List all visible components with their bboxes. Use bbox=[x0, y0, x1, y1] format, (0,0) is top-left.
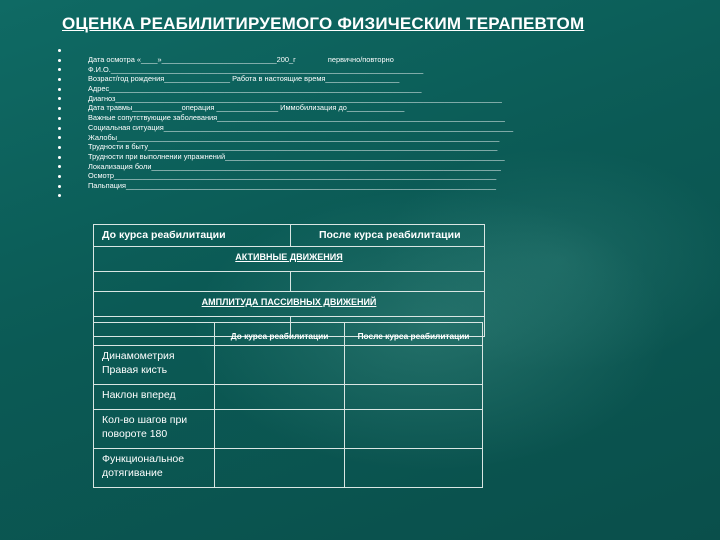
table-cell[interactable] bbox=[215, 346, 345, 385]
form-line-diagnosis[interactable] bbox=[88, 94, 608, 104]
form-line-text: Локализация боли_____________________________________________________________________________________ bbox=[88, 161, 501, 171]
row-label: Наклон вперед bbox=[94, 385, 215, 410]
section-active-movements: АКТИВНЫЕ ДВИЖЕНИЯ bbox=[94, 247, 485, 272]
form-line-complaints[interactable] bbox=[88, 133, 608, 143]
form-line-age-work[interactable] bbox=[88, 74, 608, 84]
form-line-pain-location[interactable] bbox=[88, 162, 608, 172]
header-before: До курса реабилитации bbox=[215, 323, 345, 346]
header-after: После курса реабилитации bbox=[291, 225, 485, 247]
table-cell[interactable] bbox=[345, 385, 483, 410]
table-cell[interactable] bbox=[345, 346, 483, 385]
form-line-text: первично/повторно bbox=[327, 55, 394, 64]
table-cell[interactable] bbox=[291, 272, 485, 292]
table-cell bbox=[94, 323, 215, 346]
page-title: ОЦЕНКА РЕАБИЛИТИРУЕМОГО ФИЗИЧЕСКИМ ТЕРАПЕВТОМ bbox=[62, 14, 585, 33]
form-line-text: Ф.И.О.____________________________________________________________________________ bbox=[88, 64, 424, 74]
form-line-text: Трудности при выполнении упражнений____________________________________________________________________ bbox=[88, 151, 505, 161]
form-line-exam-date[interactable] bbox=[88, 55, 608, 65]
patient-form bbox=[88, 55, 608, 191]
form-line-address[interactable] bbox=[88, 84, 608, 94]
table-cell[interactable] bbox=[215, 449, 345, 488]
form-line-text: Осмотр_____________________________________________________________________________________________ bbox=[88, 171, 497, 181]
form-line-text: Социальная ситуация_____________________________________________________________________________________ bbox=[88, 122, 514, 132]
form-line-text: Возраст/год рождения________________ Работа в настоящие время__________________ bbox=[88, 74, 400, 84]
form-line-text: Трудности в быту_____________________________________________________________________________________ bbox=[88, 142, 498, 152]
form-line-injury-date[interactable] bbox=[88, 103, 608, 113]
form-line-social[interactable] bbox=[88, 123, 608, 133]
assessment-table bbox=[93, 322, 483, 488]
form-line-palpation[interactable] bbox=[88, 181, 608, 191]
form-line-name[interactable] bbox=[88, 65, 608, 75]
form-line-daily-difficulties[interactable] bbox=[88, 142, 608, 152]
table-cell[interactable] bbox=[215, 385, 345, 410]
form-line-text: Дата травмы____________операция _______________ Иммобилизация до______________ bbox=[88, 103, 405, 113]
section-passive-amplitude: АМПЛИТУДА ПАССИВНЫХ ДВИЖЕНИЙ bbox=[94, 292, 485, 317]
header-before: До курса реабилитации bbox=[94, 225, 291, 247]
table-cell[interactable] bbox=[215, 410, 345, 449]
header-after: После курса реабилитации bbox=[345, 323, 483, 346]
form-line-text: Адрес____________________________________________________________________________ bbox=[88, 84, 422, 94]
movement-table bbox=[93, 224, 485, 337]
table-cell[interactable] bbox=[94, 272, 291, 292]
form-line-examination[interactable] bbox=[88, 171, 608, 181]
form-line-text: Пальпация__________________________________________________________________________________________ bbox=[88, 180, 496, 190]
form-line-text: Дата осмотра «____»____________________________200_г bbox=[88, 55, 296, 64]
form-line-text: Важные сопутствующие заболевания______________________________________________________________________ bbox=[88, 113, 505, 123]
row-label: Функциональное дотягивание bbox=[94, 449, 215, 488]
row-label: Кол-во шагов при повороте 180 bbox=[94, 410, 215, 449]
form-line-text: Диагноз______________________________________________________________________________________________ bbox=[88, 93, 502, 103]
form-line-text: Жалобы_____________________________________________________________________________________________ bbox=[88, 132, 500, 142]
form-line-exercise-difficulties[interactable] bbox=[88, 152, 608, 162]
table-cell[interactable] bbox=[345, 410, 483, 449]
form-line-comorbidities[interactable] bbox=[88, 113, 608, 123]
table-cell[interactable] bbox=[345, 449, 483, 488]
row-label: Динамометрия Правая кисть bbox=[94, 346, 215, 385]
